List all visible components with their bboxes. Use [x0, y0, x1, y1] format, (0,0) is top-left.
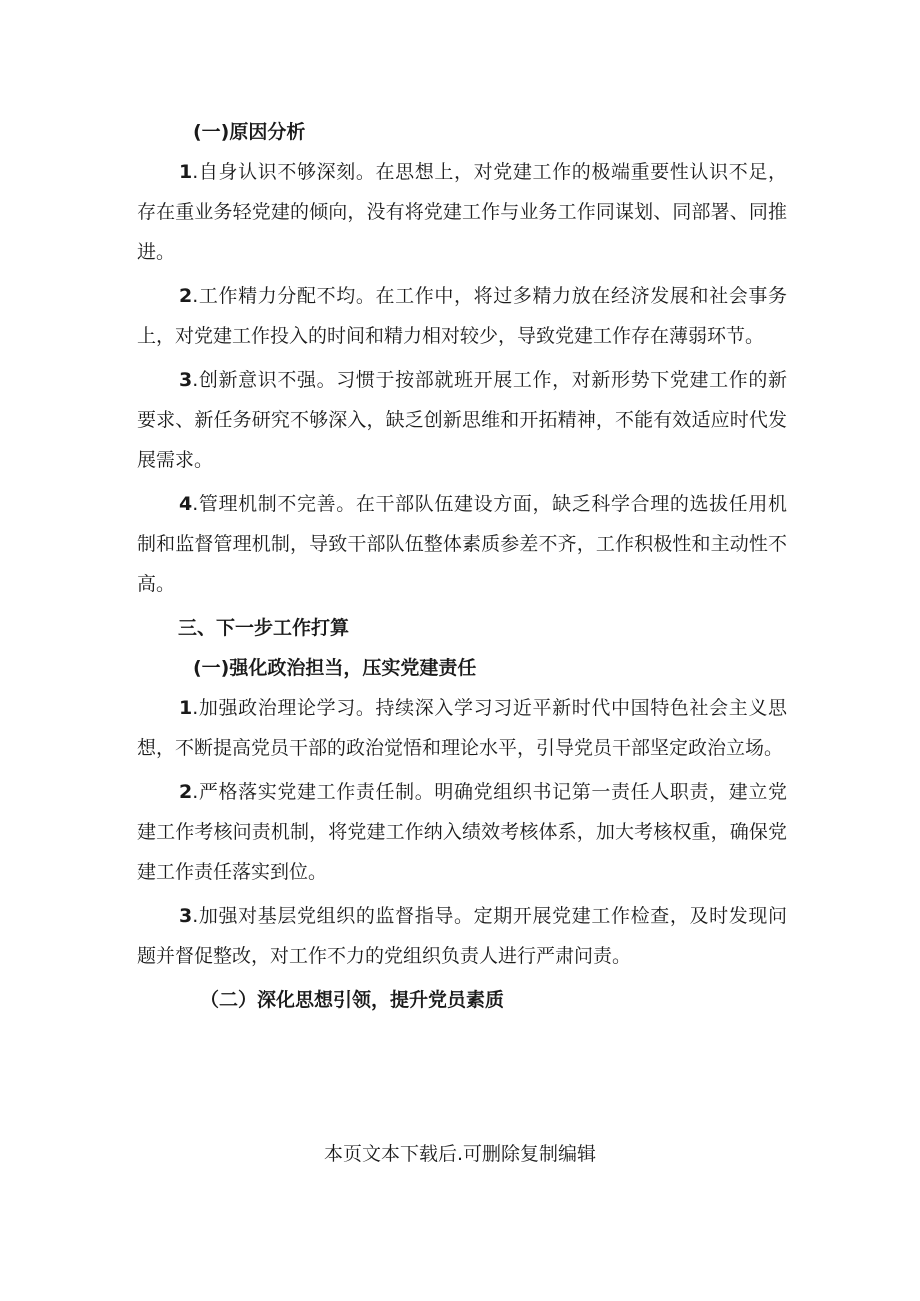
paragraph-plan-1	[137, 688, 787, 768]
paragraph-plan-3	[137, 896, 787, 976]
paragraph-text: .管理机制不完善。在干部队伍建设方面，缺乏科学合理的选拔任用机制和监督管理机制，导致干部队伍整体素质参差不齐，工作积极性和主动性不高。	[137, 493, 787, 595]
section-heading-cause-analysis: (一)原因分析	[193, 121, 306, 143]
paragraph-text: .严格落实党建工作责任制。明确党组织书记第一责任人职责，建立党建工作考核问责机制，将党建工作纳入绩效考核体系，加大考核权重，确保党建工作责任落实到位。	[137, 781, 787, 883]
item-number: 2	[179, 781, 193, 803]
subsection-heading-ideological-guidance: （二）深化思想引领，提升党员素质	[200, 989, 505, 1011]
footer-note: 本页文本下载后.可删除复制编辑	[323, 1143, 597, 1165]
paragraph-text: .加强对基层党组织的监督指导。定期开展党建工作检查，及时发现问题并督促整改，对工作不力的党组织负责人进行严肃问责。	[137, 905, 787, 967]
paragraph-text: .创新意识不强。习惯于按部就班开展工作，对新形势下党建工作的新要求、新任务研究不够深入，缺乏创新思维和开拓精神，不能有效适应时代发展需求。	[137, 369, 787, 471]
item-number: 1	[179, 161, 193, 183]
subsection-heading-political-responsibility: (一)强化政治担当，压实党建责任	[193, 657, 477, 679]
paragraph-cause-4	[137, 484, 787, 604]
paragraph-text: .自身认识不够深刻。在思想上，对党建工作的极端重要性认识不足，存在重业务轻党建的倾向，没有将党建工作与业务工作同谋划、同部署、同推进。	[137, 161, 787, 263]
item-number: 3	[179, 905, 193, 927]
paragraph-cause-1	[137, 152, 787, 272]
item-number: 3	[179, 369, 193, 391]
paragraph-text: .工作精力分配不均。在工作中，将过多精力放在经济发展和社会事务上，对党建工作投入的时间和精力相对较少，导致党建工作存在薄弱环节。	[137, 285, 787, 347]
document-body	[137, 112, 787, 1020]
paragraph-cause-2	[137, 276, 787, 356]
item-number: 4	[179, 493, 193, 515]
paragraph-cause-3	[137, 360, 787, 480]
paragraph-text: .加强政治理论学习。持续深入学习习近平新时代中国特色社会主义思想，不断提高党员干部的政治觉悟和理论水平，引导党员干部坚定政治立场。	[137, 697, 787, 759]
section-heading-next-steps: 三、下一步工作打算	[178, 617, 350, 639]
paragraph-plan-2	[137, 772, 787, 892]
item-number: 2	[179, 285, 193, 307]
item-number: 1	[179, 697, 193, 719]
